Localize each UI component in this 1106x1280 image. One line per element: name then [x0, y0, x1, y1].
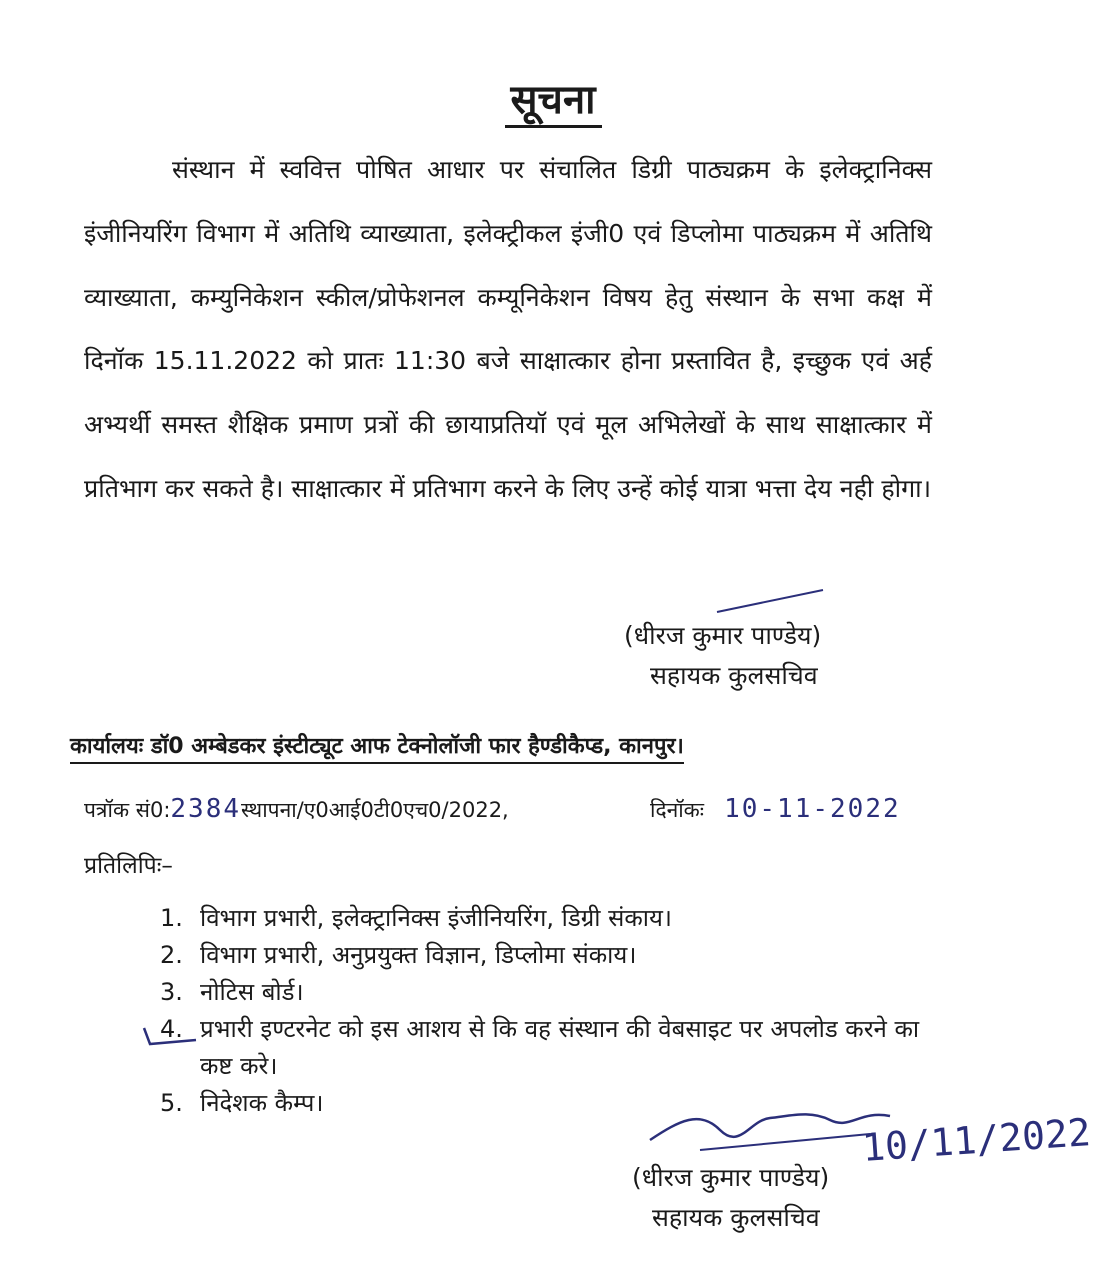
reference-prefix: पत्रॉक सं0:	[84, 798, 171, 822]
list-item-text: विभाग प्रभारी, इलेक्ट्रानिक्स इंजीनियरिंग, डिग्री संकाय।	[200, 904, 672, 932]
reference-date	[650, 794, 901, 824]
list-item-text: प्रभारी इण्टरनेट को इस आशय से कि वह संस्थान की वेबसाइट पर अपलोड करने का कष्ट करे।	[200, 1015, 920, 1080]
notice-title-text: सूचना	[505, 77, 602, 128]
reference-suffix: स्थापना/ए0आई0टी0एच0/2022,	[241, 798, 509, 822]
footer-signatory-name: (धीरज कुमार पाण्डेय)	[632, 1163, 830, 1192]
notice-title	[0, 70, 1106, 125]
reference-line	[84, 794, 509, 824]
copy-label: प्रतिलिपिः–	[84, 853, 173, 879]
list-item	[160, 900, 920, 937]
list-item	[160, 1011, 920, 1085]
handwritten-date: 10/11/2022	[860, 1110, 1093, 1170]
signatory-designation: सहायक कुलसचिव	[650, 661, 818, 690]
notice-body: संस्थान में स्ववित्त पोषित आधार पर संचालित डिग्री पाठ्यक्रम के इलेक्ट्रानिक्स इंजीनियरिंग विभाग में अतिथि व्याख्याता, इलेक्ट्रीकल इंजी0 एवं डिप्लोमा पाठ्यक्रम में अतिथि व्याख्याता, कम्युनिकेशन स्कील/प्रोफेशनल कम्यूनिकेशन विषय हेतु संस्थान के सभा कक्ष में दिनॉक 15.11.2022 को प्रातः 11:30 बजे साक्षात्कार होना प्रस्तावित है, इच्छुक एवं अर्ह अभ्यर्थी समस्त शैक्षिक प्रमाण प्रत्रों की छायाप्रतियॉ एवं मूल अभिलेखों के साथ साक्षात्कार में प्रतिभाग कर सकते है। साक्षात्कार में प्रतिभाग करने के लिए उन्हें कोई यात्रा भत्ता देय नही होगा।	[84, 155, 932, 503]
office-line: कार्यालयः डॉ0 अम्बेडकर इंस्टीट्यूट आफ टेक्नोलॉजी फार हैण्डीकैप्ड, कानपुर।	[70, 730, 684, 764]
list-item-number: 1.	[160, 904, 183, 932]
list-item-number: 3.	[160, 978, 183, 1006]
date-handwritten: 10-11-2022	[724, 794, 901, 824]
list-item-text: विभाग प्रभारी, अनुप्रयुक्त विज्ञान, डिप्लोमा संकाय।	[200, 941, 637, 969]
footer-signatory-designation: सहायक कुलसचिव	[652, 1203, 820, 1232]
signature-stroke-mark	[715, 588, 825, 618]
list-item	[160, 937, 920, 974]
handwritten-tick-mark	[140, 1020, 200, 1050]
notice-signature-block	[624, 616, 821, 696]
list-item-text: नोटिस बोर्ड।	[200, 978, 304, 1006]
date-label: दिनॉकः	[650, 798, 705, 822]
list-item	[160, 974, 920, 1011]
signatory-name: (धीरज कुमार पाण्डेय)	[624, 621, 822, 650]
copy-list	[160, 900, 920, 1122]
reference-number-handwritten: 2384	[170, 794, 242, 824]
list-item-number: 2.	[160, 941, 183, 969]
list-item-number: 5.	[160, 1089, 183, 1117]
list-item-number: 4.	[160, 1015, 183, 1043]
footer-signature-block	[632, 1158, 829, 1238]
list-item-text: निदेशक कैम्प।	[200, 1089, 324, 1117]
